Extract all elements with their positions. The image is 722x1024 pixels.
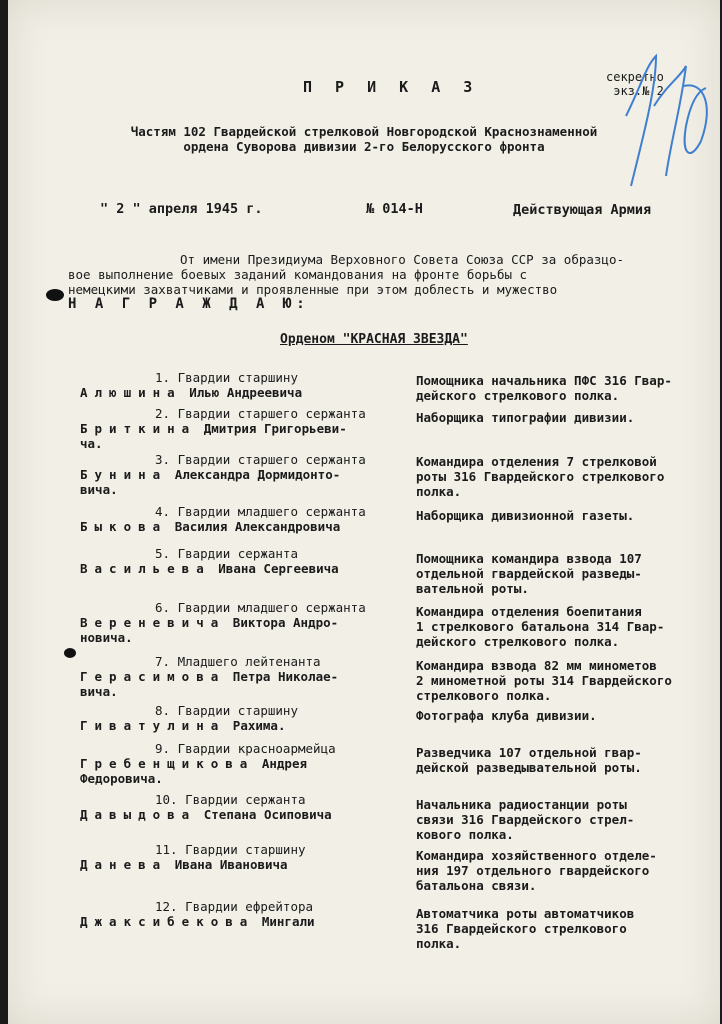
entry-surname: Давыдова [80, 807, 197, 822]
entry-11-person [80, 842, 400, 872]
entry-given-name: Александра Дормидонто- [174, 467, 341, 482]
entry-6-position: Командира отделения боепитания 1 стрелкового батальона 314 Гвар- дейского стрелкового полка. [416, 604, 665, 649]
entry-7-position: Командира взвода 82 мм минометов 2 минометной роты 314 Гвардейского стрелкового полка. [416, 658, 672, 703]
entry-name-cont: новича. [80, 630, 133, 645]
entry-name [80, 421, 400, 436]
entry-rank: 12. Гвардии ефрейтора [155, 899, 314, 914]
entry-4-position: Наборщика дивизионной газеты. [416, 508, 635, 523]
entry-surname: Данева [80, 857, 168, 872]
entry-name [80, 718, 400, 733]
entry-given-name: Степана Осиповича [203, 807, 332, 822]
army-label: Действующая Армия [513, 202, 652, 218]
entry-rank: 1. Гвардии старшину [155, 370, 298, 385]
entry-rank: 7. Младшего лейтенанта [155, 654, 321, 669]
entry-given-name: Петра Николае- [232, 669, 339, 684]
entry-5-position: Помощника командира взвода 107 отдельной гвардейской разведы- вательной роты. [416, 551, 642, 596]
entry-surname: Алюшина [80, 385, 182, 400]
entry-rank: 3. Гвардии старшего сержанта [155, 452, 366, 467]
entry-surname: Бунина [80, 467, 168, 482]
unit-line-1: Частям 102 Гвардейской стрелковой Новгородской Краснознаменной [130, 124, 598, 139]
entry-given-name: Дмитрия Григорьеви- [203, 421, 347, 436]
entry-name [80, 561, 400, 576]
entry-given-name: Ивана Ивановича [174, 857, 288, 872]
entry-2-position: Наборщика типографии дивизии. [416, 410, 635, 425]
entry-surname: Гиватулина [80, 718, 226, 733]
secrecy-line-1: секретно [606, 70, 664, 84]
entry-8-person [80, 703, 400, 733]
entry-surname: Герасимова [80, 669, 226, 684]
preamble-line-1: От имени Президиума Верховного Совета Союза ССР за образцо- [180, 252, 625, 267]
entry-name-cont: Федоровича. [80, 771, 163, 786]
ink-blot [64, 648, 76, 658]
unit-heading [8, 124, 720, 154]
entry-2-person [80, 406, 400, 451]
entry-1-person [80, 370, 400, 400]
entry-7-person [80, 654, 400, 699]
entry-surname: Васильева [80, 561, 211, 576]
secrecy-line-2: экз.№ 2 [613, 84, 664, 98]
entry-name-cont: вича. [80, 684, 118, 699]
entry-10-person [80, 792, 400, 822]
entry-given-name: Виктора Андро- [232, 615, 339, 630]
document-page [8, 0, 720, 1024]
entry-rank: 9. Гвардии красноармейца [155, 741, 336, 756]
entry-rank: 11. Гвардии старшину [155, 842, 306, 857]
entry-given-name: Рахима. [232, 718, 286, 733]
entry-3-position: Командира отделения 7 стрелковой роты 316 Гвардейского стрелкового полка. [416, 454, 665, 499]
entry-12-position: Автоматчика роты автоматчиков 316 Гвардейского стрелкового полка. [416, 906, 635, 951]
order-name: Орденом "КРАСНАЯ ЗВЕЗДА" [280, 332, 468, 347]
entry-3-person [80, 452, 400, 497]
order-number: № 014-Н [366, 201, 423, 217]
entry-6-person [80, 600, 400, 645]
entry-5-person [80, 546, 400, 576]
entry-given-name: Илью Андреевича [189, 385, 303, 400]
order-date: " 2 " апреля 1945 г. [100, 201, 263, 217]
entry-rank: 10. Гвардии сержанта [155, 792, 306, 807]
document-title: П Р И К А З [303, 78, 480, 96]
entry-rank: 5. Гвардии сержанта [155, 546, 298, 561]
entry-given-name: Ивана Сергеевича [218, 561, 339, 576]
preamble-line-3: немецкими захватчиками и проявленные при этом доблесть и мужество [68, 282, 558, 297]
entry-10-position: Начальника радиостанции роты связи 316 Гвардейского стрел- кового полка. [416, 797, 635, 842]
entry-name [80, 385, 400, 400]
entry-surname: Быкова [80, 519, 168, 534]
entry-rank: 2. Гвардии старшего сержанта [155, 406, 366, 421]
entry-11-position: Командира хозяйственного отделе- ния 197 отдельного гвардейского батальона связи. [416, 848, 657, 893]
entry-surname: Джаксибекова [80, 914, 255, 929]
entry-4-person [80, 504, 400, 534]
entry-surname: Бриткина [80, 421, 197, 436]
entry-rank: 4. Гвардии младшего сержанта [155, 504, 366, 519]
entry-1-position: Помощника начальника ПФС 316 Гвар- дейского стрелкового полка. [416, 373, 672, 403]
unit-line-2: ордена Суворова дивизии 2-го Белорусского фронта [183, 139, 545, 154]
entry-name [80, 857, 400, 872]
entry-name [80, 615, 400, 630]
preamble [68, 252, 708, 312]
entry-name [80, 914, 400, 929]
entry-9-person [80, 741, 400, 786]
entry-given-name: Василия Александровича [174, 519, 341, 534]
entry-name [80, 807, 400, 822]
entry-given-name: Андрея [261, 756, 307, 771]
entry-given-name: Мингали [261, 914, 315, 929]
entry-name [80, 519, 400, 534]
entry-surname: Гребенщикова [80, 756, 255, 771]
entry-12-person [80, 899, 400, 929]
ink-blot [46, 289, 64, 301]
entry-surname: Вереневича [80, 615, 226, 630]
entry-rank: 6. Гвардии младшего сержанта [155, 600, 366, 615]
entry-name [80, 467, 400, 482]
entry-name-cont: ча. [80, 436, 103, 451]
entry-name-cont: вича. [80, 482, 118, 497]
entry-name [80, 756, 400, 771]
entry-8-position: Фотографа клуба дивизии. [416, 708, 597, 723]
entry-9-position: Разведчика 107 отдельной гвар- дейской разведывательной роты. [416, 745, 642, 775]
entry-name [80, 669, 400, 684]
award-heading: Н А Г Р А Ж Д А Ю: [68, 296, 310, 312]
preamble-line-2: вое выполнение боевых заданий командования на фронте борьбы с [68, 267, 528, 282]
entry-rank: 8. Гвардии старшину [155, 703, 298, 718]
